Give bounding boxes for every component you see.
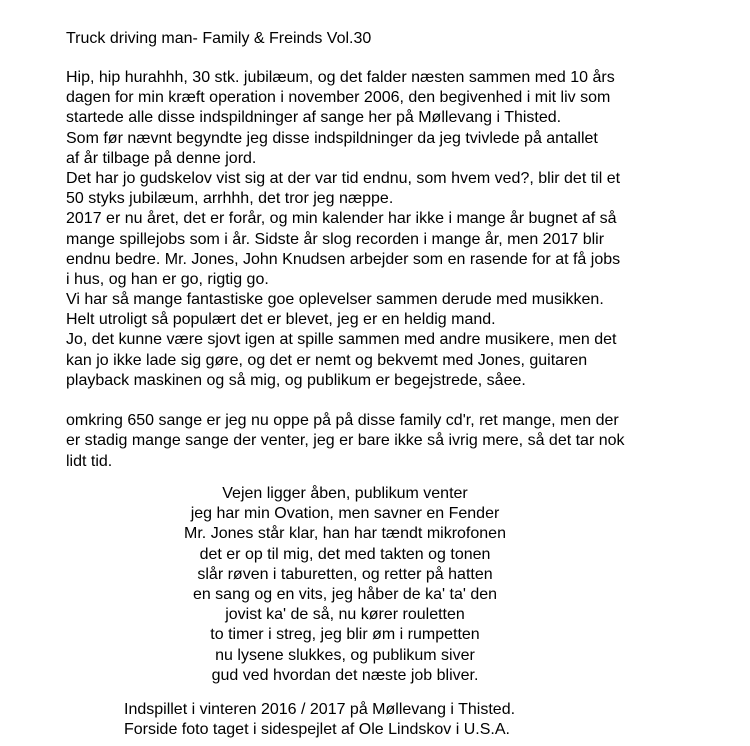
poem-line: Vejen ligger åben, publikum venter (222, 485, 468, 502)
body-line: er stadig mange sange der venter, jeg er bare ikke så ivrig mere, så det tar nok (66, 432, 625, 450)
credit-line-recording: Indspillet i vinteren 2016 / 2017 på Møllevang i Thisted. (124, 701, 516, 718)
body-line: Jo, det kunne være sjovt igen at spille sammen med andre musikere, men det (66, 331, 617, 349)
poem-line: det er op til mig, det med takten og tonen (199, 545, 491, 563)
document-body (66, 68, 746, 472)
poem-line: Mr. Jones står klar, han har tændt mikrofonen (184, 525, 506, 543)
credits-block (124, 700, 515, 740)
body-line: Helt utroligt så populært det er blevet, jeg er en heldig mand. (66, 311, 496, 329)
body-line: af år tilbage på denne jord. (66, 149, 257, 167)
poem-line: jovist ka' de så, nu kører rouletten (225, 606, 465, 624)
body-line: Vi har så mange fantastiske goe oplevelser sammen derude med musikken. (66, 291, 604, 309)
body-line: endnu bedre. Mr. Jones, John Knudsen arbejder som en rasende for at få jobs (66, 250, 621, 268)
body-line: omkring 650 sange er jeg nu oppe på på disse family cd'r, ret mange, men der (66, 412, 619, 430)
body-line: startede alle disse indspildninger af sange her på Møllevang i Thisted. (66, 109, 562, 127)
poem-line: nu lysene slukkes, og publikum siver (215, 646, 475, 664)
document-title: Truck driving man- Family & Freinds Vol.30 (66, 30, 372, 47)
poem-line: en sang og en vits, jeg håber de ka' ta' den (192, 585, 498, 603)
body-line: 2017 er nu året, det er forår, og min kalender har ikke i mange år bugnet af så (66, 210, 617, 228)
body-line: lidt tid. (66, 452, 113, 470)
poem-line: gud ved hvordan det næste job bliver. (211, 666, 479, 684)
body-line: dagen for min kræft operation i november 2006, den begivenhed i mit liv som (66, 89, 611, 107)
body-line: mange spillejobs som i år. Sidste år slog recorden i mange år, men 2017 blir (66, 230, 605, 248)
paragraph-spacer (66, 391, 746, 411)
body-line: kan jo ikke lade sig gøre, og det er nemt og bekvemt med Jones, guitaren (66, 351, 588, 369)
credit-line-photo: Forside foto taget i sidespejlet af Ole Lindskov i U.S.A. (124, 721, 510, 739)
body-line: Hip, hip hurahhh, 30 stk. jubilæum, og det falder næsten sammen med 10 års (66, 69, 615, 86)
poem-line: slår røven i taburetten, og retter på hatten (197, 565, 493, 583)
body-line: i hus, og han er go, rigtig go. (66, 270, 269, 288)
body-line: Det har jo gudskelov vist sig at der var tid endnu, som hvem ved?, blir det til et (66, 169, 621, 187)
poem-line: to timer i streg, jeg blir øm i rumpetten (210, 626, 480, 644)
poem-line: jeg har min Ovation, men savner en Fender (190, 505, 500, 523)
poem-block (80, 484, 610, 686)
body-line: 50 styks jubilæum, arrhhh, det tror jeg næppe. (66, 190, 394, 208)
body-line: playback maskinen og så mig, og publikum er begejstrede, såee. (66, 371, 526, 389)
body-line: Som før nævnt begyndte jeg disse indspildninger da jeg tvivlede på antallet (66, 129, 598, 147)
